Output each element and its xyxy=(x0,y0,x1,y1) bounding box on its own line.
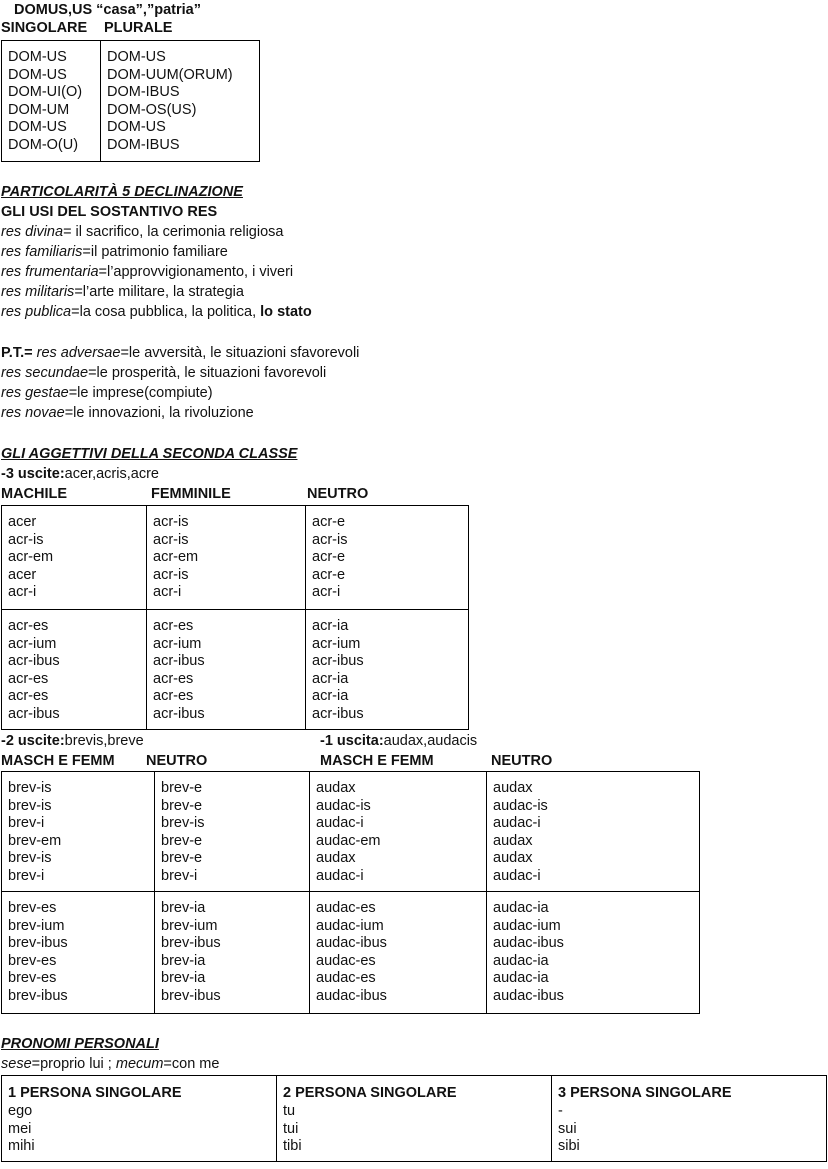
res-pt-line: res novae=le innovazioni, la rivoluzione xyxy=(1,405,254,421)
two-header-mf: MASCH E FEMM xyxy=(1,753,115,769)
pronoun-cell xyxy=(2,1076,276,1158)
table-cell: acr-ia acr-ium acr-ibus acr-ia acr-ia acr-ibus xyxy=(312,618,364,722)
three-header-masc: MACHILE xyxy=(1,486,68,502)
domus-header-singular: SINGOLARE xyxy=(1,20,88,36)
two-endings-label: -2 uscite:brevis,breve xyxy=(1,733,144,749)
three-endings-table xyxy=(1,505,469,730)
three-header-neut: NEUTRO xyxy=(307,486,369,502)
pronoun-cell xyxy=(552,1076,826,1158)
domus-title: DOMUS,US “casa”,”patria” xyxy=(14,2,201,18)
table-cell: audac-es audac-ium audac-ibus audac-es audac-es audac-ibus xyxy=(316,900,387,1004)
pronoun-forms: ego mei mihi xyxy=(8,1103,35,1155)
domus-plural-cell: DOM-US DOM-UUM(ORUM) DOM-IBUS DOM-OS(US) DOM-US DOM-IBUS xyxy=(107,49,233,153)
pronoun-forms: - sui sibi xyxy=(558,1103,580,1155)
three-endings-label: -3 uscite:acer,acris,acre xyxy=(1,466,159,482)
adjectives-heading: GLI AGGETTIVI DELLA SECONDA CLASSE xyxy=(1,446,298,462)
fifth-declension-heading: PARTICOLARITÀ 5 DECLINAZIONE xyxy=(1,184,243,200)
res-subheading: GLI USI DEL SOSTANTIVO RES xyxy=(1,204,218,220)
domus-header-plural: PLURALE xyxy=(104,20,173,36)
pronoun-header: 1 PERSONA SINGOLARE xyxy=(8,1085,182,1101)
pronoun-forms: tu tui tibi xyxy=(283,1103,302,1155)
one-header-neut: NEUTRO xyxy=(491,753,553,769)
res-pt-line: P.T.= res adversae=le avversità, le situazioni sfavorevoli xyxy=(1,345,360,361)
table-cell: brev-e brev-e brev-is brev-e brev-e brev-i xyxy=(161,780,205,884)
table-cell: brev-es brev-ium brev-ibus brev-es brev-es brev-ibus xyxy=(8,900,68,1004)
res-line: res publica=la cosa pubblica, la politica, lo stato xyxy=(1,304,312,320)
table-cell: audax audac-is audac-i audac-em audax audac-i xyxy=(316,780,381,884)
table-cell: acr-es acr-ium acr-ibus acr-es acr-es acr-ibus xyxy=(153,618,205,722)
pronoun-cell xyxy=(277,1076,551,1158)
two-one-endings-table xyxy=(1,771,700,1014)
table-cell: brev-ia brev-ium brev-ibus brev-ia brev-ia brev-ibus xyxy=(161,900,221,1004)
domus-singular-cell: DOM-US DOM-US DOM-UI(O) DOM-UM DOM-US DOM-O(U) xyxy=(8,49,83,153)
pronouns-note: sese=proprio lui ; mecum=con me xyxy=(1,1056,220,1072)
domus-table xyxy=(1,40,260,162)
one-ending-label: -1 uscita:audax,audacis xyxy=(320,733,478,749)
table-cell: brev-is brev-is brev-i brev-em brev-is brev-i xyxy=(8,780,62,884)
table-cell: audax audac-is audac-i audax audax audac-i xyxy=(493,780,548,884)
res-line: res familiaris=il patrimonio familiare xyxy=(1,244,228,260)
two-header-neut: NEUTRO xyxy=(146,753,208,769)
res-pt-line: res gestae=le imprese(compiute) xyxy=(1,385,213,401)
one-header-mf: MASCH E FEMM xyxy=(320,753,434,769)
res-pt-line: res secundae=le prosperità, le situazioni favorevoli xyxy=(1,365,327,381)
pronoun-header: 2 PERSONA SINGOLARE xyxy=(283,1085,457,1101)
table-cell: acr-e acr-is acr-e acr-e acr-i xyxy=(312,514,348,601)
three-header-fem: FEMMINILE xyxy=(151,486,231,502)
res-line: res militaris=l’arte militare, la strategia xyxy=(1,284,244,300)
pronoun-header: 3 PERSONA SINGOLARE xyxy=(558,1085,732,1101)
table-cell: acr-is acr-is acr-em acr-is acr-i xyxy=(153,514,199,601)
res-line: res frumentaria=l’approvvigionamento, i viveri xyxy=(1,264,294,280)
pronouns-heading: PRONOMI PERSONALI xyxy=(1,1036,159,1052)
table-cell: audac-ia audac-ium audac-ibus audac-ia audac-ia audac-ibus xyxy=(493,900,564,1004)
table-cell: acer acr-is acr-em acer acr-i xyxy=(8,514,54,601)
pronouns-table xyxy=(1,1075,827,1162)
res-line: res divina= il sacrifico, la cerimonia religiosa xyxy=(1,224,284,240)
table-cell: acr-es acr-ium acr-ibus acr-es acr-es acr-ibus xyxy=(8,618,60,722)
